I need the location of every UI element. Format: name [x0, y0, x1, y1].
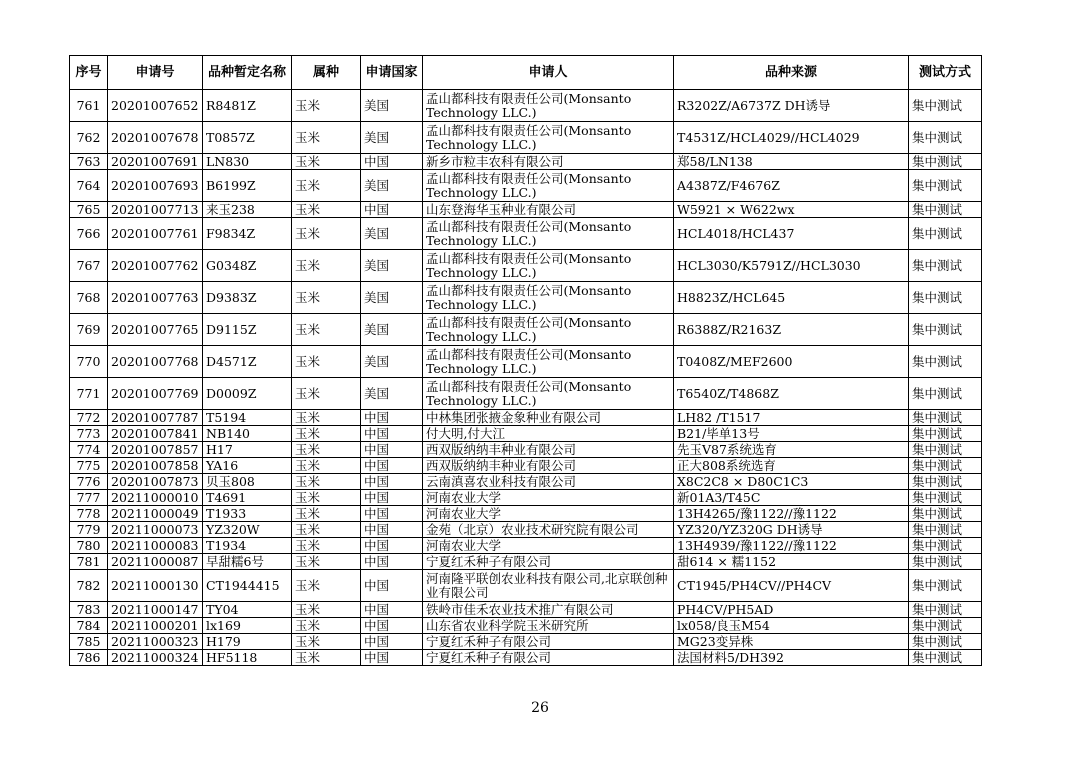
cell-test-method: 集中测试	[909, 602, 982, 618]
cell-seq: 765	[70, 202, 108, 218]
cell-country: 中国	[361, 410, 423, 426]
cell-test-method: 集中测试	[909, 506, 982, 522]
cell-country: 中国	[361, 602, 423, 618]
cell-application-no: 20211000147	[108, 602, 203, 618]
cell-species: 玉米	[292, 122, 361, 154]
cell-species: 玉米	[292, 474, 361, 490]
cell-country: 中国	[361, 554, 423, 570]
table-row	[70, 378, 982, 410]
cell-variety-source: W5921 × W622wx	[674, 202, 909, 218]
cell-variety-name: YA16	[203, 458, 292, 474]
cell-application-no: 20201007652	[108, 90, 203, 122]
table-row	[70, 522, 982, 538]
cell-species: 玉米	[292, 154, 361, 170]
cell-test-method: 集中测试	[909, 122, 982, 154]
cell-test-method: 集中测试	[909, 618, 982, 634]
cell-test-method: 集中测试	[909, 522, 982, 538]
cell-variety-source: T4531Z/HCL4029//HCL4029	[674, 122, 909, 154]
cell-variety-source: T6540Z/T4868Z	[674, 378, 909, 410]
cell-variety-name: HF5118	[203, 650, 292, 666]
cell-application-no: 20211000010	[108, 490, 203, 506]
cell-seq: 777	[70, 490, 108, 506]
cell-application-no: 20201007765	[108, 314, 203, 346]
cell-country: 美国	[361, 90, 423, 122]
cell-variety-name: 早甜糯6号	[203, 554, 292, 570]
cell-applicant: 宁夏红禾种子有限公司	[423, 554, 674, 570]
cell-seq: 767	[70, 250, 108, 282]
cell-applicant: 孟山都科技有限责任公司(Monsanto Technology LLC.)	[423, 346, 674, 378]
table-body	[70, 90, 982, 666]
cell-country: 美国	[361, 314, 423, 346]
cell-seq: 782	[70, 570, 108, 602]
table-row	[70, 474, 982, 490]
cell-species: 玉米	[292, 650, 361, 666]
table-row	[70, 90, 982, 122]
cell-seq: 784	[70, 618, 108, 634]
cell-test-method: 集中测试	[909, 458, 982, 474]
cell-variety-name: B6199Z	[203, 170, 292, 202]
cell-country: 美国	[361, 218, 423, 250]
cell-test-method: 集中测试	[909, 90, 982, 122]
cell-test-method: 集中测试	[909, 170, 982, 202]
table-row	[70, 154, 982, 170]
cell-species: 玉米	[292, 602, 361, 618]
cell-variety-name: CT1944415	[203, 570, 292, 602]
table-row	[70, 602, 982, 618]
cell-country: 美国	[361, 170, 423, 202]
cell-test-method: 集中测试	[909, 650, 982, 666]
cell-variety-source: 法国材料5/DH392	[674, 650, 909, 666]
cell-application-no: 20201007787	[108, 410, 203, 426]
cell-variety-source: MG23变异株	[674, 634, 909, 650]
cell-application-no: 20211000201	[108, 618, 203, 634]
cell-variety-source: 13H4939/豫1122//豫1122	[674, 538, 909, 554]
cell-application-no: 20201007769	[108, 378, 203, 410]
cell-species: 玉米	[292, 570, 361, 602]
table-row	[70, 458, 982, 474]
cell-applicant: 河南农业大学	[423, 538, 674, 554]
cell-seq: 771	[70, 378, 108, 410]
cell-variety-source: 正大808系统选育	[674, 458, 909, 474]
cell-applicant: 河南隆平联创农业科技有限公司,北京联创种业有限公司	[423, 570, 674, 602]
cell-variety-source: 郑58/LN138	[674, 154, 909, 170]
cell-variety-source: YZ320/YZ320G DH诱导	[674, 522, 909, 538]
cell-species: 玉米	[292, 90, 361, 122]
header-application-no: 申请号	[108, 56, 203, 90]
cell-test-method: 集中测试	[909, 202, 982, 218]
cell-species: 玉米	[292, 282, 361, 314]
cell-test-method: 集中测试	[909, 378, 982, 410]
cell-test-method: 集中测试	[909, 282, 982, 314]
cell-application-no: 20211000049	[108, 506, 203, 522]
cell-test-method: 集中测试	[909, 538, 982, 554]
cell-applicant: 孟山都科技有限责任公司(Monsanto Technology LLC.)	[423, 90, 674, 122]
header-applicant: 申请人	[423, 56, 674, 90]
table-row	[70, 218, 982, 250]
cell-country: 美国	[361, 378, 423, 410]
cell-application-no: 20201007873	[108, 474, 203, 490]
page-number: 26	[531, 700, 549, 716]
cell-variety-source: R6388Z/R2163Z	[674, 314, 909, 346]
cell-species: 玉米	[292, 618, 361, 634]
cell-test-method: 集中测试	[909, 474, 982, 490]
cell-country: 中国	[361, 522, 423, 538]
cell-test-method: 集中测试	[909, 154, 982, 170]
cell-variety-name: T1934	[203, 538, 292, 554]
cell-applicant: 新乡市粒丰农科有限公司	[423, 154, 674, 170]
cell-variety-source: HCL4018/HCL437	[674, 218, 909, 250]
cell-seq: 783	[70, 602, 108, 618]
table-row	[70, 170, 982, 202]
cell-country: 美国	[361, 122, 423, 154]
cell-species: 玉米	[292, 458, 361, 474]
cell-seq: 775	[70, 458, 108, 474]
cell-application-no: 20211000087	[108, 554, 203, 570]
header-test-method: 测试方式	[909, 56, 982, 90]
table-header-row	[70, 56, 982, 90]
table-row	[70, 314, 982, 346]
cell-country: 中国	[361, 634, 423, 650]
cell-variety-source: HCL3030/K5791Z//HCL3030	[674, 250, 909, 282]
cell-seq: 770	[70, 346, 108, 378]
cell-application-no: 20201007768	[108, 346, 203, 378]
variety-registration-table	[69, 55, 982, 666]
cell-variety-name: F9834Z	[203, 218, 292, 250]
table-row	[70, 634, 982, 650]
cell-variety-name: NB140	[203, 426, 292, 442]
cell-seq: 766	[70, 218, 108, 250]
cell-variety-source: lx058/良玉M54	[674, 618, 909, 634]
cell-species: 玉米	[292, 634, 361, 650]
table-row	[70, 570, 982, 602]
cell-applicant: 西双版纳纳丰种业有限公司	[423, 442, 674, 458]
cell-applicant: 山东登海华玉种业有限公司	[423, 202, 674, 218]
cell-variety-name: G0348Z	[203, 250, 292, 282]
cell-applicant: 孟山都科技有限责任公司(Monsanto Technology LLC.)	[423, 250, 674, 282]
cell-species: 玉米	[292, 442, 361, 458]
cell-country: 中国	[361, 442, 423, 458]
cell-applicant: 孟山都科技有限责任公司(Monsanto Technology LLC.)	[423, 170, 674, 202]
cell-variety-source: H8823Z/HCL645	[674, 282, 909, 314]
cell-applicant: 孟山都科技有限责任公司(Monsanto Technology LLC.)	[423, 282, 674, 314]
header-variety-name: 品种暂定名称	[203, 56, 292, 90]
cell-application-no: 20211000323	[108, 634, 203, 650]
table-row	[70, 538, 982, 554]
cell-applicant: 孟山都科技有限责任公司(Monsanto Technology LLC.)	[423, 378, 674, 410]
cell-country: 中国	[361, 458, 423, 474]
cell-variety-source: PH4CV/PH5AD	[674, 602, 909, 618]
cell-seq: 768	[70, 282, 108, 314]
table-row	[70, 346, 982, 378]
cell-variety-source: CT1945/PH4CV//PH4CV	[674, 570, 909, 602]
table-row	[70, 506, 982, 522]
cell-seq: 780	[70, 538, 108, 554]
cell-applicant: 宁夏红禾种子有限公司	[423, 650, 674, 666]
cell-country: 中国	[361, 538, 423, 554]
table-row	[70, 618, 982, 634]
cell-test-method: 集中测试	[909, 554, 982, 570]
cell-species: 玉米	[292, 426, 361, 442]
cell-application-no: 20201007858	[108, 458, 203, 474]
cell-variety-source: R3202Z/A6737Z DH诱导	[674, 90, 909, 122]
cell-variety-name: T1933	[203, 506, 292, 522]
cell-species: 玉米	[292, 170, 361, 202]
table-row	[70, 650, 982, 666]
table-row	[70, 442, 982, 458]
cell-variety-source: 13H4265/豫1122//豫1122	[674, 506, 909, 522]
cell-test-method: 集中测试	[909, 410, 982, 426]
table-row	[70, 554, 982, 570]
cell-test-method: 集中测试	[909, 570, 982, 602]
table-row	[70, 282, 982, 314]
cell-species: 玉米	[292, 250, 361, 282]
cell-application-no: 20201007693	[108, 170, 203, 202]
cell-variety-name: D9383Z	[203, 282, 292, 314]
table-row	[70, 202, 982, 218]
cell-test-method: 集中测试	[909, 490, 982, 506]
cell-variety-name: D9115Z	[203, 314, 292, 346]
cell-applicant: 金苑（北京）农业技术研究院有限公司	[423, 522, 674, 538]
cell-seq: 772	[70, 410, 108, 426]
cell-applicant: 山东省农业科学院玉米研究所	[423, 618, 674, 634]
cell-variety-source: X8C2C8 × D80C1C3	[674, 474, 909, 490]
cell-country: 中国	[361, 474, 423, 490]
cell-application-no: 20211000083	[108, 538, 203, 554]
cell-species: 玉米	[292, 314, 361, 346]
cell-species: 玉米	[292, 346, 361, 378]
cell-application-no: 20201007761	[108, 218, 203, 250]
cell-applicant: 孟山都科技有限责任公司(Monsanto Technology LLC.)	[423, 122, 674, 154]
cell-variety-source: B21/毕单13号	[674, 426, 909, 442]
header-species: 属种	[292, 56, 361, 90]
cell-variety-source: 甜614 × 糯1152	[674, 554, 909, 570]
cell-variety-name: 贝玉808	[203, 474, 292, 490]
cell-variety-name: H17	[203, 442, 292, 458]
header-seq: 序号	[70, 56, 108, 90]
cell-applicant: 宁夏红禾种子有限公司	[423, 634, 674, 650]
cell-application-no: 20211000073	[108, 522, 203, 538]
cell-applicant: 付大明,付大江	[423, 426, 674, 442]
cell-variety-source: 先玉V87系统选育	[674, 442, 909, 458]
cell-seq: 762	[70, 122, 108, 154]
cell-variety-name: D4571Z	[203, 346, 292, 378]
cell-applicant: 西双版纳纳丰种业有限公司	[423, 458, 674, 474]
cell-seq: 781	[70, 554, 108, 570]
cell-variety-source: 新01A3/T45C	[674, 490, 909, 506]
cell-variety-name: T5194	[203, 410, 292, 426]
cell-applicant: 中林集团张掖金象种业有限公司	[423, 410, 674, 426]
table-row	[70, 426, 982, 442]
cell-test-method: 集中测试	[909, 218, 982, 250]
header-country: 申请国家	[361, 56, 423, 90]
cell-seq: 773	[70, 426, 108, 442]
cell-variety-name: 来玉238	[203, 202, 292, 218]
cell-country: 中国	[361, 490, 423, 506]
cell-application-no: 20201007763	[108, 282, 203, 314]
cell-variety-source: A4387Z/F4676Z	[674, 170, 909, 202]
cell-species: 玉米	[292, 522, 361, 538]
cell-application-no: 20211000324	[108, 650, 203, 666]
cell-country: 美国	[361, 250, 423, 282]
cell-application-no: 20201007691	[108, 154, 203, 170]
cell-seq: 779	[70, 522, 108, 538]
cell-seq: 785	[70, 634, 108, 650]
cell-application-no: 20201007678	[108, 122, 203, 154]
cell-applicant: 孟山都科技有限责任公司(Monsanto Technology LLC.)	[423, 218, 674, 250]
cell-species: 玉米	[292, 506, 361, 522]
cell-test-method: 集中测试	[909, 314, 982, 346]
cell-test-method: 集中测试	[909, 426, 982, 442]
cell-applicant: 河南农业大学	[423, 490, 674, 506]
cell-country: 中国	[361, 154, 423, 170]
cell-variety-name: LN830	[203, 154, 292, 170]
cell-applicant: 铁岭市佳禾农业技术推广有限公司	[423, 602, 674, 618]
cell-application-no: 20211000130	[108, 570, 203, 602]
cell-country: 中国	[361, 618, 423, 634]
cell-seq: 763	[70, 154, 108, 170]
table-row	[70, 490, 982, 506]
table-row	[70, 250, 982, 282]
cell-seq: 786	[70, 650, 108, 666]
cell-test-method: 集中测试	[909, 442, 982, 458]
cell-test-method: 集中测试	[909, 346, 982, 378]
table-row	[70, 122, 982, 154]
cell-species: 玉米	[292, 218, 361, 250]
cell-application-no: 20201007762	[108, 250, 203, 282]
cell-species: 玉米	[292, 378, 361, 410]
cell-applicant: 云南滇喜农业科技有限公司	[423, 474, 674, 490]
cell-species: 玉米	[292, 554, 361, 570]
cell-country: 中国	[361, 570, 423, 602]
cell-variety-name: YZ320W	[203, 522, 292, 538]
cell-application-no: 20201007857	[108, 442, 203, 458]
cell-applicant: 孟山都科技有限责任公司(Monsanto Technology LLC.)	[423, 314, 674, 346]
cell-variety-name: R8481Z	[203, 90, 292, 122]
cell-variety-name: T4691	[203, 490, 292, 506]
cell-test-method: 集中测试	[909, 634, 982, 650]
cell-species: 玉米	[292, 490, 361, 506]
cell-applicant: 河南农业大学	[423, 506, 674, 522]
cell-country: 中国	[361, 650, 423, 666]
cell-variety-name: lx169	[203, 618, 292, 634]
cell-seq: 761	[70, 90, 108, 122]
cell-seq: 769	[70, 314, 108, 346]
cell-species: 玉米	[292, 410, 361, 426]
header-variety-source: 品种来源	[674, 56, 909, 90]
cell-species: 玉米	[292, 202, 361, 218]
cell-variety-name: H179	[203, 634, 292, 650]
table-row	[70, 410, 982, 426]
cell-species: 玉米	[292, 538, 361, 554]
cell-country: 中国	[361, 426, 423, 442]
cell-country: 中国	[361, 202, 423, 218]
cell-seq: 764	[70, 170, 108, 202]
cell-country: 中国	[361, 506, 423, 522]
cell-application-no: 20201007713	[108, 202, 203, 218]
cell-country: 美国	[361, 282, 423, 314]
cell-variety-source: T0408Z/MEF2600	[674, 346, 909, 378]
cell-test-method: 集中测试	[909, 250, 982, 282]
cell-seq: 778	[70, 506, 108, 522]
cell-variety-name: TY04	[203, 602, 292, 618]
cell-seq: 776	[70, 474, 108, 490]
cell-variety-name: D0009Z	[203, 378, 292, 410]
cell-country: 美国	[361, 346, 423, 378]
cell-seq: 774	[70, 442, 108, 458]
cell-variety-name: T0857Z	[203, 122, 292, 154]
cell-variety-source: LH82 /T1517	[674, 410, 909, 426]
cell-application-no: 20201007841	[108, 426, 203, 442]
